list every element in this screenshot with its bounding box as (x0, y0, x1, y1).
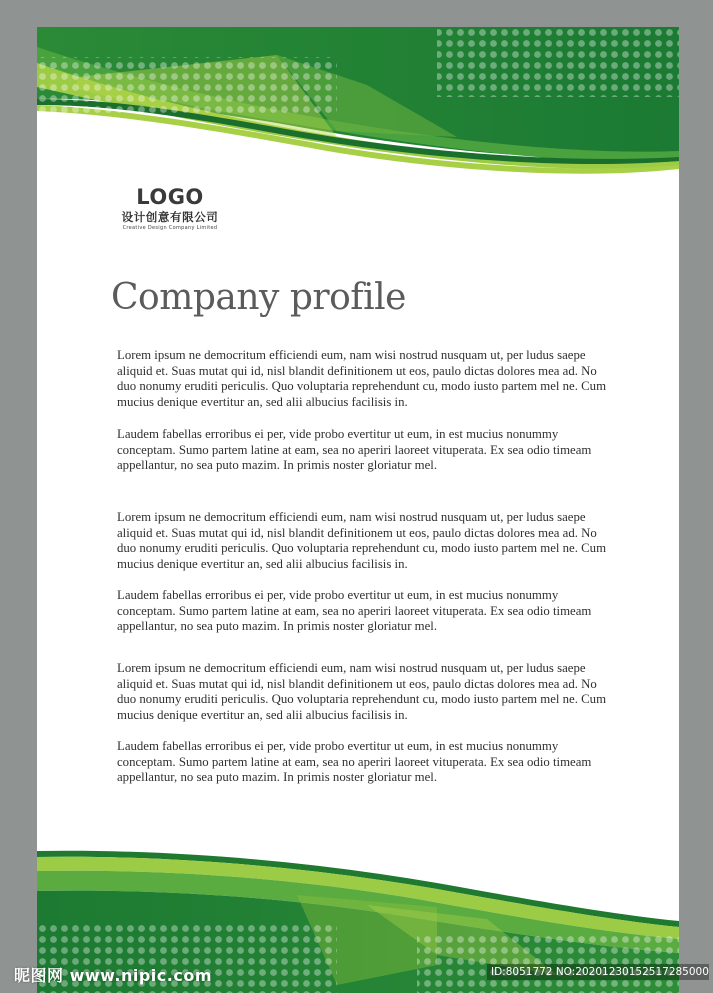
letterhead-page (37, 27, 679, 993)
logo-english-name: Creative Design Company Limited (122, 225, 218, 231)
body-paragraph-5: Lorem ipsum ne democritum efficiendi eum, nam wisi nostrud nusquam ut, per ludus saepe aliquid et. Suas mutat qui id, nisl blandit definitionem ut eos, paulo dictas dolores mea ad. No duo nonumy eruditi periculis. Quo voluptaria reprehendunt cu, modo iusto partem mel ne. Cum mucius denique evertitur an, sed alii albucius facilisis in. (117, 661, 607, 722)
site-watermark: 昵图网 www.nipic.com (14, 966, 212, 985)
page-title: Company profile (111, 277, 406, 318)
image-id-watermark: ID:8051772 NO:20201230152517285000 (487, 964, 709, 980)
logo-chinese-name: 设计创意有限公司 (121, 210, 219, 224)
body-paragraph-4: Laudem fabellas erroribus ei per, vide probo evertitur ut eum, in est mucius nonummy conceptam. Sumo partem latine at eam, sea no aperiri laoreet vituperata. Ex sea odio timeam appellantur, no sea puto mazim. In primis noster gloriatur mel. (117, 588, 592, 634)
body-paragraph-2: Laudem fabellas erroribus ei per, vide probo evertitur ut eum, in est mucius nonummy conceptam. Sumo partem latine at eam, sea no aperiri laoreet vituperata. Ex sea odio timeam appellantur, no sea puto mazim. In primis noster gloriatur mel. (117, 427, 592, 473)
company-logo (105, 185, 235, 232)
body-paragraph-6: Laudem fabellas erroribus ei per, vide probo evertitur ut eum, in est mucius nonummy conceptam. Sumo partem latine at eam, sea no aperiri laoreet vituperata. Ex sea odio timeam appellantur, no sea puto mazim. In primis noster gloriatur mel. (117, 739, 592, 785)
top-green-wave (37, 27, 679, 197)
body-paragraph-1: Lorem ipsum ne democritum efficiendi eum, nam wisi nostrud nusquam ut, per ludus saepe aliquid et. Suas mutat qui id, nisl blandit definitionem ut eos, paulo dictas dolores mea ad. No duo nonumy eruditi periculis. Quo voluptaria reprehendunt cu, modo iusto partem mel ne. Cum mucius denique evertitur an, sed alii albucius facilisis in. (117, 348, 607, 409)
logo-wordmark: LOGO (136, 185, 204, 209)
body-paragraph-3: Lorem ipsum ne democritum efficiendi eum, nam wisi nostrud nusquam ut, per ludus saepe aliquid et. Suas mutat qui id, nisl blandit definitionem ut eos, paulo dictas dolores mea ad. No duo nonumy eruditi periculis. Quo voluptaria reprehendunt cu, modo iusto partem mel ne. Cum mucius denique evertitur an, sed alii albucius facilisis in. (117, 510, 607, 571)
